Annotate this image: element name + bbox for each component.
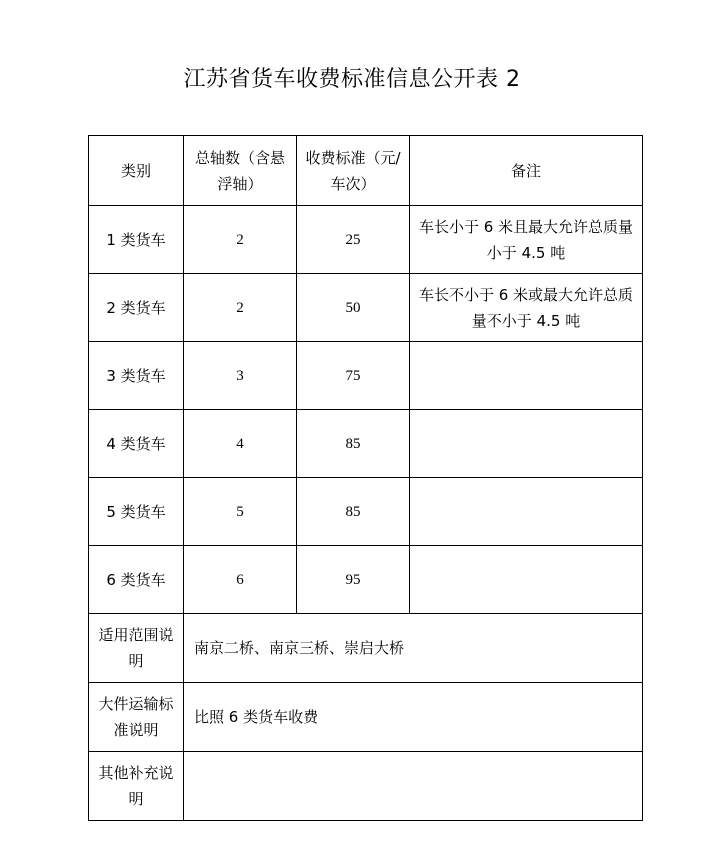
- row-category: 3 类货车: [89, 342, 184, 410]
- row-category: 1 类货车: [89, 206, 184, 274]
- table-row: [89, 342, 643, 410]
- table-row: [89, 478, 643, 546]
- row-remarks: 车长小于 6 米且最大允许总质量小于 4.5 吨: [410, 206, 643, 274]
- row-category: 2 类货车: [89, 274, 184, 342]
- row-fee: 75: [297, 342, 410, 410]
- header-category: 类别: [89, 136, 184, 206]
- header-axles: 总轴数（含悬浮轴）: [184, 136, 297, 206]
- row-axles: 2: [184, 274, 297, 342]
- footer-value: 南京二桥、南京三桥、崇启大桥: [184, 614, 643, 683]
- row-category: 5 类货车: [89, 478, 184, 546]
- table-row: [89, 546, 643, 614]
- table-header-row: [89, 136, 643, 206]
- row-fee: 85: [297, 478, 410, 546]
- row-axles: 2: [184, 206, 297, 274]
- row-fee: 85: [297, 410, 410, 478]
- row-remarks: [410, 410, 643, 478]
- footer-row-scope: [89, 614, 643, 683]
- row-axles: 5: [184, 478, 297, 546]
- footer-label: 其他补充说明: [89, 752, 184, 821]
- header-fee: 收费标准（元/车次）: [297, 136, 410, 206]
- row-fee: 25: [297, 206, 410, 274]
- row-remarks: [410, 342, 643, 410]
- footer-label: 大件运输标准说明: [89, 683, 184, 752]
- footer-label: 适用范围说明: [89, 614, 184, 683]
- table-row: [89, 410, 643, 478]
- row-category: 4 类货车: [89, 410, 184, 478]
- table-row: [89, 274, 643, 342]
- header-remarks: 备注: [410, 136, 643, 206]
- page-title: 江苏省货车收费标准信息公开表 2: [183, 67, 521, 92]
- footer-value: 比照 6 类货车收费: [184, 683, 643, 752]
- row-fee: 95: [297, 546, 410, 614]
- footer-row-other: [89, 752, 643, 821]
- fee-table: [88, 135, 643, 821]
- row-axles: 3: [184, 342, 297, 410]
- footer-value: [184, 752, 643, 821]
- row-remarks: 车长不小于 6 米或最大允许总质量不小于 4.5 吨: [410, 274, 643, 342]
- row-remarks: [410, 478, 643, 546]
- footer-row-oversize: [89, 683, 643, 752]
- row-category: 6 类货车: [89, 546, 184, 614]
- table-row: [89, 206, 643, 274]
- row-remarks: [410, 546, 643, 614]
- row-axles: 4: [184, 410, 297, 478]
- row-axles: 6: [184, 546, 297, 614]
- row-fee: 50: [297, 274, 410, 342]
